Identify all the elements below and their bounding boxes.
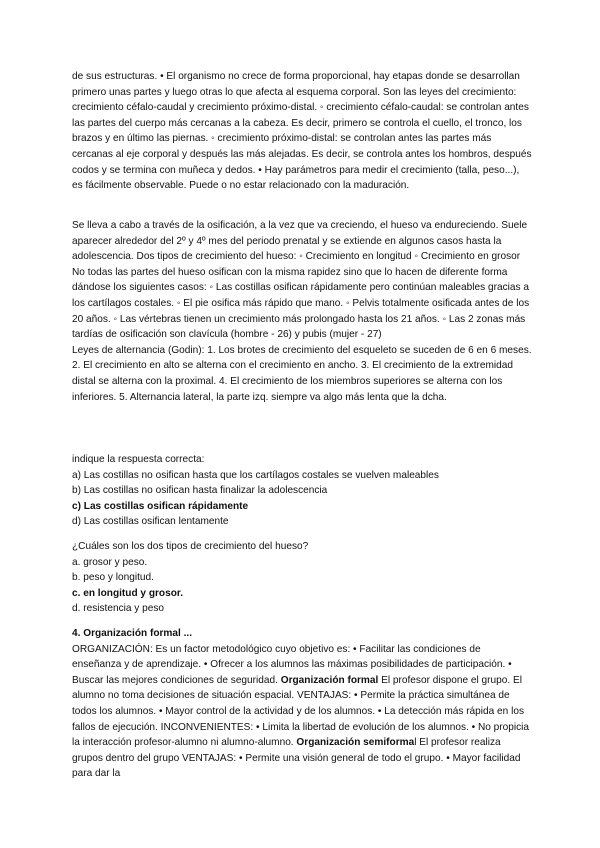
ossification-paragraph-2: No todas las partes del hueso osifican con la misma rapidez sino que lo hacen de diferente forma dándose los siguientes casos: ◦ Las costillas osifican rápidamente pero continúan maleables gracias a los cartílagos costales. ◦ El pie osifica más rápido que mano. ◦ Pelvis totalmente osificada antes de los 20 años. ◦ Las vértebras tienen un crecimiento más prolongado hasta los 21 años. ◦ Las 2 zonas más tardías de osificación son clavícula (hombre - 26) y pubis (mujer - 27) bbox=[72, 266, 530, 341]
question-2-option-d: d. resistencia y peso bbox=[72, 603, 165, 615]
term-organizacion-formal: Organización formal bbox=[280, 674, 379, 686]
question-1-option-b: b) Las costillas no osifican hasta finalizar la adolescencia bbox=[72, 485, 328, 497]
ossification-paragraph-1: Se lleva a cabo a través de la osificación, a la vez que va creciendo, el hueso va endureciendo. Suele aparecer alrededor del 2º y 4º mes del periodo prenatal y se extiende en algunos casos hasta la adolescencia. Dos tipos de crecimiento del hueso: ◦ Crecimiento en longitud ◦ Crecimiento en grosor bbox=[72, 220, 528, 263]
section-4-heading: 4. Organización formal ... bbox=[72, 628, 193, 639]
question-2 bbox=[72, 539, 532, 617]
question-2-option-c-correct: c. en longitud y grosor. bbox=[72, 587, 184, 599]
section-4 bbox=[72, 626, 532, 782]
intro-paragraph: de sus estructuras. • El organismo no crece de forma proporcional, hay etapas donde se desarrollan primero unas partes y luego otras lo que afecta al esquema corporal. Son las leyes del crecimiento: crecimiento céfalo-caudal y crecimiento próximo-distal. ◦ crecimiento céfalo-caudal: se controlan antes las partes del cuerpo más cercanas a la cabeza. Es decir, primero se controla el cuello, el tronco, los brazos y en último las piernas. ◦ crecimiento próximo-distal: se controlan antes las partes más cercanas al eje corporal y después las más alejadas. Es decir, se controla antes los hombros, después codos y se termina con muñeca y dedos. • Hay parámetros para medir el crecimiento (talla, peso...), es fácilmente observable. Puede o no estar relacionado con la maduración. bbox=[72, 71, 532, 192]
term-organizacion-semiformal: Organización semiforma bbox=[296, 737, 415, 749]
alternation-laws-paragraph: Leyes de alternancia (Godin): 1. Los brotes de crecimiento del esqueleto se suceden de 6 en 6 meses. 2. El crecimiento en alto se alterna con el crecimiento en ancho. 3. El crecimiento de la extremidad distal se alterna con la proximal. 4. El crecimiento de los miembros superiores se alterna con los inferiores. 5. Alternancia lateral, la parte izq. siempre va algo más lenta que la dcha. bbox=[72, 344, 532, 403]
section-4-body bbox=[72, 642, 532, 782]
section-4-text-c: l El profesor realiza grupos dentro del grupo VENTAJAS: • Permite una visión general de todo el grupo. • Mayor facilidad para dar la bbox=[72, 737, 521, 780]
question-2-prompt: ¿Cuáles son los dos tipos de crecimiento del hueso? bbox=[72, 541, 309, 552]
question-2-option-b: b. peso y longitud. bbox=[72, 572, 154, 584]
section-4-text-a: ORGANIZACIÓN: Es un factor metodológico cuyo objetivo es: • Facilitar las condiciones de enseñanza y de aprendizaje. • Ofrecer a los alumnos las máximas posibilidades de participación. • Buscar las mejores condiciones de seguridad. bbox=[72, 643, 512, 686]
question-1-option-a: a) Las costillas no osifican hasta que los cartílagos costales se vuelven maleables bbox=[72, 469, 439, 481]
section-4-text-b: El profesor dispone el grupo. El alumno no toma decisiones de situación espacial. VENTAJAS: • Permite la práctica simultánea de todos los alumnos. • Mayor control de la actividad y de los alumnos. • La detección más rápida en los fallos de ejecución. INCONVENIENTES: • Limita la libertad de evolución de los alumnos. • No propicia la interacción profesor-alumno ni alumno-alumno. bbox=[72, 674, 530, 749]
question-1-option-c-correct: c) Las costillas osifican rápidamente bbox=[72, 500, 249, 512]
intro-block bbox=[72, 69, 532, 194]
question-1-option-d: d) Las costillas osifican lentamente bbox=[72, 516, 229, 528]
question-2-option-a: a. grosor y peso. bbox=[72, 556, 148, 568]
question-1-prompt: indique la respuesta correcta: bbox=[72, 454, 205, 465]
question-1 bbox=[72, 452, 532, 530]
ossification-block bbox=[72, 218, 532, 405]
